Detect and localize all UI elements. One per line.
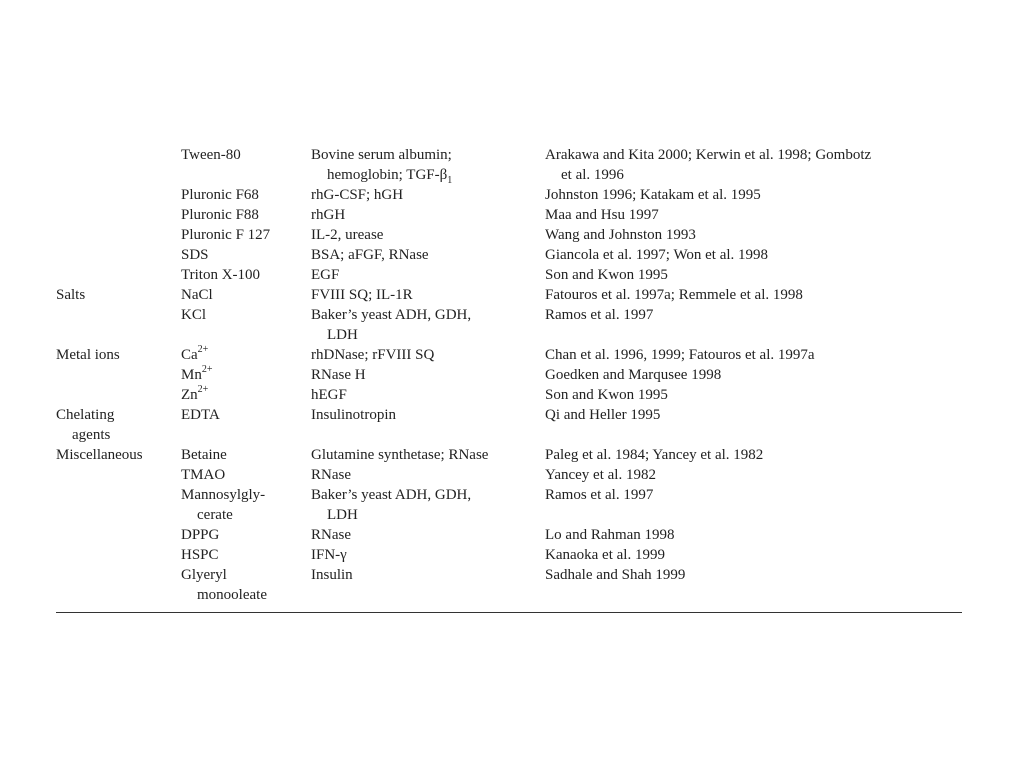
agent-cell-line: Pluronic F 127 (181, 227, 271, 243)
protein-cell (311, 565, 353, 585)
table-row (56, 265, 962, 285)
category-cell-line: agents (72, 427, 111, 443)
excipient-table (56, 145, 962, 605)
agent-cell (181, 265, 260, 285)
agent-cell-line: $Zn^{2+}$ (181, 384, 209, 403)
reference-cell (545, 145, 871, 185)
protein-cell-line: BSA; aFGF, RNase (311, 247, 429, 263)
agent-cell (181, 445, 227, 465)
agent-cell-line: $Ca^{2+}$ (181, 344, 209, 363)
table-row (56, 565, 962, 605)
agent-cell (181, 545, 219, 565)
table-row (56, 245, 962, 265)
agent-cell (181, 385, 208, 405)
agent-cell (181, 405, 220, 425)
protein-cell (311, 445, 488, 465)
table-row (56, 185, 962, 205)
protein-cell (311, 465, 351, 485)
agent-cell-line: Mannosylgly- (181, 487, 266, 503)
agent-cell (181, 465, 225, 485)
protein-cell-line: Insulin (311, 567, 353, 583)
category-cell-line: Metal ions (56, 347, 120, 363)
reference-cell (545, 285, 803, 305)
agent-cell (181, 185, 259, 205)
category-cell-line: Chelating (56, 407, 115, 423)
agent-cell (181, 365, 212, 385)
reference-cell-line: Qi and Heller 1995 (545, 407, 661, 423)
table-row (56, 445, 962, 465)
reference-cell-line: Fatouros et al. 1997a; Remmele et al. 1998 (545, 287, 803, 303)
protein-cell (311, 245, 429, 265)
protein-cell-line: IL-2, urease (311, 227, 384, 243)
protein-cell-line: Glutamine synthetase; RNase (311, 447, 489, 463)
agent-cell-line: cerate (197, 507, 233, 523)
protein-cell-line: Baker’s yeast ADH, GDH, (311, 307, 472, 323)
agent-cell (181, 565, 267, 605)
reference-cell (545, 245, 768, 265)
agent-cell-line: Pluronic F88 (181, 207, 259, 223)
reference-cell-line: Paleg et al. 1984; Yancey et al. 1982 (545, 447, 764, 463)
reference-cell-line: Son and Kwon 1995 (545, 267, 668, 283)
reference-cell-line: Ramos et al. 1997 (545, 487, 654, 503)
reference-cell-line: Lo and Rahman 1998 (545, 527, 675, 543)
category-cell (56, 285, 85, 305)
protein-cell (311, 285, 413, 305)
reference-cell-line: Goedken and Marqusee 1998 (545, 367, 722, 383)
protein-cell-line: IFN-γ (311, 547, 347, 563)
reference-cell-line: et al. 1996 (561, 167, 624, 183)
reference-cell (545, 545, 665, 565)
reference-cell-line: Johnston 1996; Katakam et al. 1995 (545, 187, 761, 203)
reference-cell-line: Son and Kwon 1995 (545, 387, 668, 403)
protein-cell-line: FVIII SQ; IL-1R (311, 287, 413, 303)
agent-cell (181, 225, 270, 245)
category-cell-line: Salts (56, 287, 86, 303)
agent-cell (181, 305, 206, 325)
protein-cell (311, 225, 383, 245)
protein-cell-line: EGF (311, 267, 340, 283)
protein-cell-line: rhDNase; rFVIII SQ (311, 347, 435, 363)
reference-cell (545, 485, 653, 505)
agent-cell-line: Betaine (181, 447, 227, 463)
table-row (56, 525, 962, 545)
protein-cell (311, 205, 345, 225)
reference-cell (545, 445, 763, 465)
table-row (56, 545, 962, 565)
protein-cell-line: LDH (327, 507, 358, 523)
table-row (56, 145, 962, 185)
agent-cell-line: $Mn^{2+}$ (181, 364, 213, 383)
agent-cell-line: NaCl (181, 287, 213, 303)
table-row (56, 485, 962, 525)
category-cell-line: Miscellaneous (56, 447, 143, 463)
protein-cell-line: Baker’s yeast ADH, GDH, (311, 487, 472, 503)
protein-cell (311, 525, 351, 545)
agent-cell-line: Tween-80 (181, 147, 241, 163)
protein-cell-line: RNase (311, 467, 351, 483)
agent-cell-line: KCl (181, 307, 207, 323)
agent-cell (181, 145, 241, 165)
agent-cell (181, 345, 208, 365)
protein-cell (311, 365, 366, 385)
agent-cell (181, 245, 209, 265)
agent-cell (181, 525, 219, 545)
table-bottom-rule (56, 612, 962, 613)
table-row (56, 405, 962, 445)
table-row (56, 225, 962, 245)
protein-cell-line: RNase (311, 527, 351, 543)
agent-cell-line: monooleate (197, 587, 267, 603)
protein-cell (311, 385, 347, 405)
reference-cell (545, 205, 659, 225)
reference-cell-line: Giancola et al. 1997; Won et al. 1998 (545, 247, 769, 263)
protein-cell-line: Insulinotropin (311, 407, 396, 423)
reference-cell (545, 345, 815, 365)
reference-cell (545, 305, 653, 325)
reference-cell-line: Ramos et al. 1997 (545, 307, 654, 323)
table-row (56, 205, 962, 225)
agent-cell-line: HSPC (181, 547, 219, 563)
table-row (56, 305, 962, 345)
category-cell (56, 345, 120, 365)
reference-cell (545, 265, 668, 285)
protein-cell-line: LDH (327, 327, 358, 343)
protein-cell (311, 185, 403, 205)
agent-cell-line: TMAO (181, 467, 226, 483)
protein-cell (311, 485, 471, 525)
reference-cell-line: Yancey et al. 1982 (545, 467, 656, 483)
protein-cell-line: RNase H (311, 367, 366, 383)
agent-cell-line: Glyeryl (181, 567, 227, 583)
agent-cell-line: EDTA (181, 407, 220, 423)
protein-cell (311, 345, 434, 365)
protein-cell (311, 265, 339, 285)
table-row (56, 465, 962, 485)
reference-cell (545, 565, 685, 585)
reference-cell-line: Wang and Johnston 1993 (545, 227, 696, 243)
table-row (56, 365, 962, 385)
reference-cell (545, 225, 696, 245)
category-cell (56, 445, 143, 465)
protein-cell-line: rhGH (311, 207, 346, 223)
protein-cell-line: hemoglobin; TGF-$\beta_1$ (327, 167, 453, 186)
protein-cell (311, 405, 396, 425)
reference-cell (545, 465, 656, 485)
reference-cell-line: Chan et al. 1996, 1999; Fatouros et al. 1997a (545, 347, 815, 363)
protein-cell (311, 305, 471, 345)
protein-cell (311, 545, 347, 565)
agent-cell-line: SDS (181, 247, 209, 263)
protein-cell-line: rhG-CSF; hGH (311, 187, 404, 203)
reference-cell (545, 365, 721, 385)
table-row (56, 345, 962, 365)
reference-cell (545, 185, 761, 205)
agent-cell-line: Triton X-100 (181, 267, 261, 283)
category-cell (56, 405, 114, 445)
protein-cell (311, 145, 452, 185)
reference-cell-line: Arakawa and Kita 2000; Kerwin et al. 1998; Gombotz (545, 147, 872, 163)
table-row (56, 385, 962, 405)
protein-cell-line: Bovine serum albumin; (311, 147, 452, 163)
reference-cell (545, 385, 668, 405)
agent-cell (181, 205, 259, 225)
agent-cell-line: DPPG (181, 527, 220, 543)
reference-cell-line: Maa and Hsu 1997 (545, 207, 659, 223)
agent-cell (181, 285, 213, 305)
reference-cell-line: Sadhale and Shah 1999 (545, 567, 686, 583)
agent-cell-line: Pluronic F68 (181, 187, 259, 203)
reference-cell (545, 525, 675, 545)
reference-cell (545, 405, 660, 425)
agent-cell (181, 485, 265, 525)
reference-cell-line: Kanaoka et al. 1999 (545, 547, 665, 563)
protein-cell-line: hEGF (311, 387, 347, 403)
table-row (56, 285, 962, 305)
